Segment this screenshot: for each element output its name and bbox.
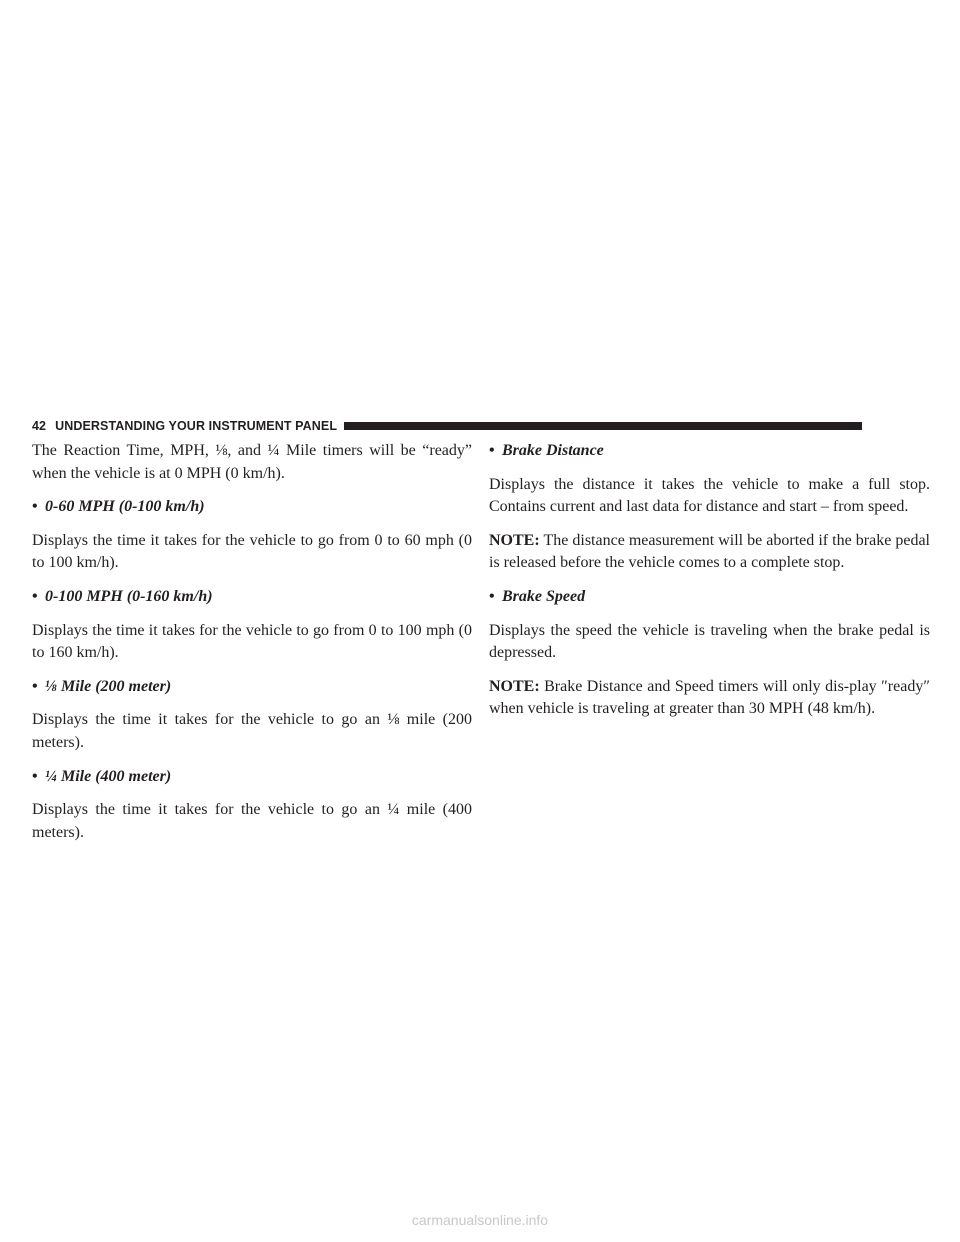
- bullet-dot: •: [32, 587, 38, 605]
- note-text: Brake Distance and Speed timers will only dis-play ″ready″ when vehicle is traveling at greater than 30 MPH (48 km/h).: [489, 677, 930, 718]
- note-label: NOTE:: [489, 677, 540, 695]
- bullet-label: Brake Distance: [502, 442, 604, 459]
- bullet-label: Brake Speed: [502, 587, 586, 605]
- bullet-0-60: [32, 496, 472, 519]
- bullet-dot: •: [489, 587, 495, 605]
- desc-0-60: Displays the time it takes for the vehicle to go from 0 to 60 mph (0 to 100 km/h).: [32, 531, 472, 572]
- right-column: [489, 440, 930, 732]
- bullet-label: ⅛ Mile (200 meter): [45, 677, 172, 695]
- desc-brake-speed: Displays the speed the vehicle is traveling when the brake pedal is depressed.: [489, 621, 930, 662]
- bullet-eighth-mile: [32, 676, 472, 699]
- intro-paragraph: The Reaction Time, MPH, ⅛, and ¼ Mile timers will be “ready” when the vehicle is at 0 MPH (0 km/h).: [32, 442, 472, 482]
- note-text: The distance measurement will be aborted if the brake pedal is released before the vehicle comes to a complete stop.: [489, 531, 930, 572]
- desc-brake-distance: Displays the distance it takes the vehicle to make a full stop. Contains current and last data for distance and start – from speed.: [489, 475, 930, 516]
- left-column: [32, 440, 472, 855]
- section-title: UNDERSTANDING YOUR INSTRUMENT PANEL: [55, 419, 338, 433]
- header-rule: [344, 422, 862, 430]
- desc-eighth-mile: Displays the time it takes for the vehicle to go an ⅛ mile (200 meters).: [32, 711, 472, 751]
- note-timers-ready: [489, 676, 930, 721]
- bullet-dot: •: [32, 767, 38, 785]
- bullet-label: 0-60 MPH (0-100 km/h): [45, 498, 205, 516]
- bullet-0-100: [32, 586, 472, 609]
- bullet-brake-speed: [489, 586, 930, 609]
- bullet-dot: •: [32, 677, 38, 695]
- desc-0-100: Displays the time it takes for the vehicle to go from 0 to 100 mph (0 to 160 km/h).: [32, 621, 472, 662]
- bullet-quarter-mile: [32, 766, 472, 789]
- desc-quarter-mile: Displays the time it takes for the vehicle to go an ¼ mile (400 meters).: [32, 801, 472, 841]
- page-header: [32, 418, 862, 434]
- footer-watermark: carmanualsonline.info: [411, 1212, 549, 1228]
- bullet-label: 0-100 MPH (0-160 km/h): [45, 587, 213, 605]
- note-label: NOTE:: [489, 531, 540, 549]
- page-number: 42: [32, 419, 47, 433]
- note-distance-aborted: [489, 530, 930, 575]
- bullet-brake-distance: [489, 440, 930, 463]
- bullet-label: ¼ Mile (400 meter): [45, 767, 172, 785]
- bullet-dot: •: [489, 442, 495, 459]
- bullet-dot: •: [32, 498, 38, 516]
